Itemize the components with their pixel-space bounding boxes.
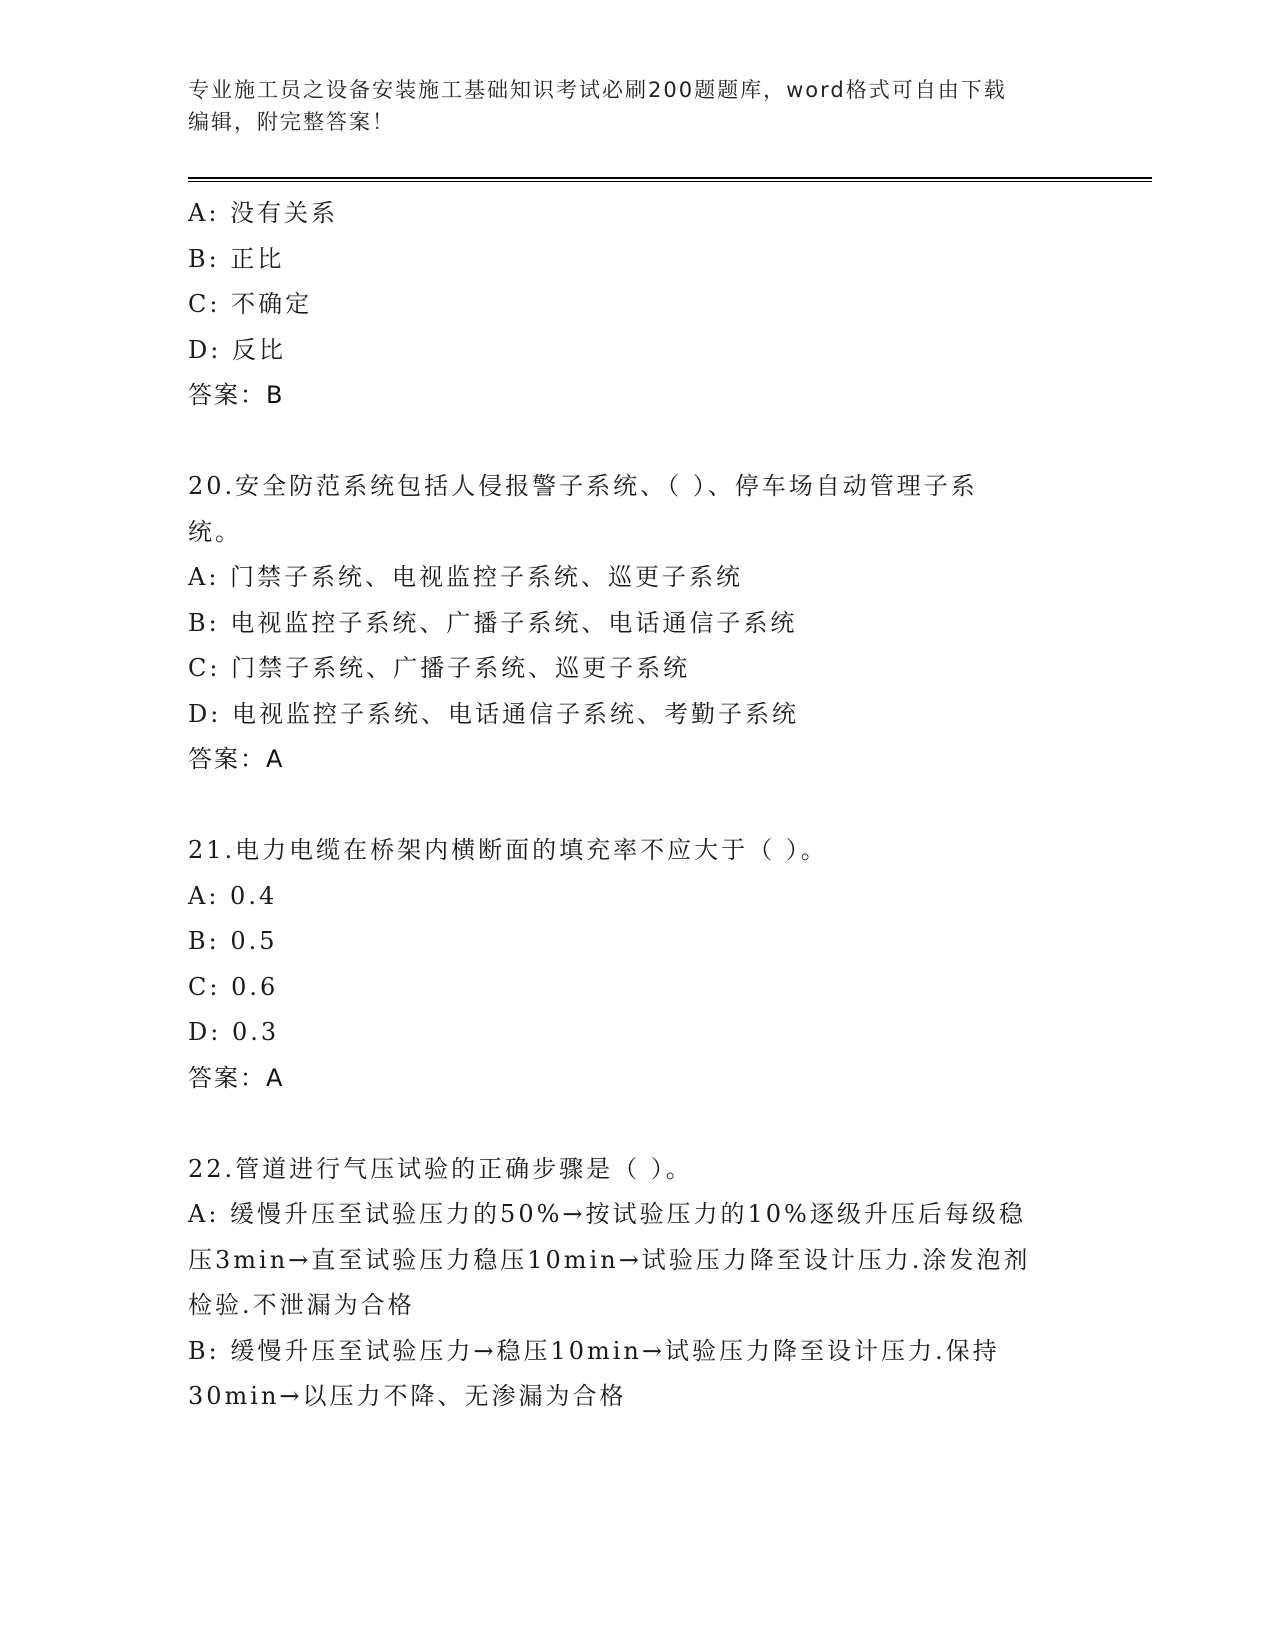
document-header [188, 74, 1068, 138]
question-20 [188, 464, 1088, 783]
question-stem: 21.电力电缆在桥架内横断面的填充率不应大于（ ）。 [188, 836, 828, 864]
option-c: C: 0.6 [188, 972, 279, 1001]
option-b: B: 0.5 [188, 927, 278, 955]
option-d: D: 反比 [188, 335, 286, 364]
question-22 [188, 1147, 1088, 1420]
option-d: D: 电视监控子系统、电话通信子系统、考勤子系统 [188, 699, 799, 728]
option-d: D: 0.3 [188, 1018, 280, 1046]
spacer [188, 419, 1088, 465]
option-c: C: 不确定 [188, 290, 313, 318]
question-stem: 22.管道进行气压试验的正确步骤是（ ）。 [188, 1154, 693, 1183]
option-a-line-1: A: 缓慢升压至试验压力的50%→按试验压力的10%逐级升压后每级稳 [188, 1200, 1026, 1228]
question-19-continued [188, 191, 1088, 419]
spacer [188, 1101, 1088, 1147]
answer-line: 答案：A [188, 1063, 285, 1092]
option-b: B: 电视监控子系统、广播子系统、电话通信子系统 [188, 608, 798, 637]
question-stem-line-2: 统。 [188, 517, 242, 546]
header-divider [188, 177, 1152, 182]
option-b-line-1: B: 缓慢升压至试验压力→稳压10min→试验压力降至设计压力.保持 [188, 1336, 1000, 1365]
option-b: B: 正比 [188, 244, 285, 273]
answer-line: 答案：B [188, 381, 285, 409]
question-stem-line-1: 20.安全防范系统包括人侵报警子系统、（ ）、停车场自动管理子系 [188, 472, 978, 500]
header-title-line-2: 编辑，附完整答案！ [188, 110, 395, 134]
option-a-line-3: 检验.不泄漏为合格 [188, 1291, 415, 1319]
option-a: A: 0.4 [188, 881, 278, 910]
option-a: A: 没有关系 [188, 199, 339, 227]
answer-line: 答案：A [188, 745, 285, 773]
document-body [188, 191, 1088, 1420]
option-a-line-2: 压3min→直至试验压力稳压10min→试验压力降至设计压力.涂发泡剂 [188, 1245, 1031, 1274]
option-c: C: 门禁子系统、广播子系统、巡更子系统 [188, 654, 691, 682]
option-b-line-2: 30min→以压力不降、无渗漏为合格 [188, 1382, 627, 1410]
spacer [188, 783, 1088, 829]
option-a: A: 门禁子系统、电视监控子系统、巡更子系统 [188, 563, 744, 591]
question-21 [188, 828, 1088, 1101]
header-title-line-1: 专业施工员之设备安装施工基础知识考试必刷200题题库，word格式可自由下载 [188, 78, 1007, 102]
